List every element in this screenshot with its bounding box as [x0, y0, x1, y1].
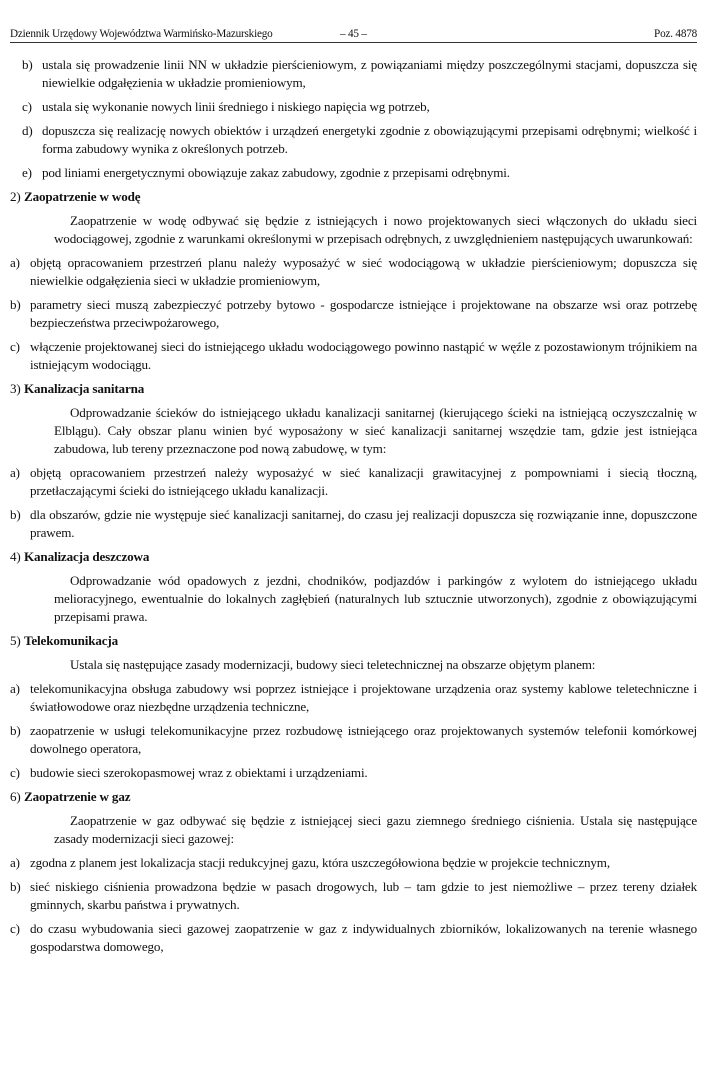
list-item — [10, 254, 697, 290]
list-item — [10, 98, 697, 116]
paragraph: Odprowadzanie ścieków do istniejącego układu kanalizacji sanitarnej (kierującego ścieki na istniejącą oczyszczalnię w Elblągu). Cały obszar planu winien być wyposażony w sieć kanalizacji sanitarnej wszędzie tam, gdzie jest istniejąca zabudowa, lub tereny przeznaczone pod nową zabudowę, w tym: — [54, 405, 697, 456]
list-item-marker: b) — [22, 57, 33, 72]
section-title: Kanalizacja deszczowa — [24, 549, 150, 564]
list-item-marker: a) — [10, 255, 20, 270]
section-number: 5) — [10, 633, 21, 648]
list-item-text: telekomunikacyjna obsługa zabudowy wsi poprzez istniejące i projektowane urządzenia oraz systemy kablowe teletechniczne i światłowodowe oraz niezbędne urządzenia techniczne, — [30, 681, 697, 714]
paragraph: Odprowadzanie wód opadowych z jezdni, chodników, podjazdów i parkingów z wylotem do istniejącego układu melioracyjnego, ewentualnie do lokalnych zagłębień (naturalnych lub sztucznie utworzonych), zgodnie z obowiązującymi przepisami prawa. — [54, 573, 697, 624]
list-item-text: dopuszcza się realizację nowych obiektów i urządzeń energetyki zgodnie z obowiązującymi przepisami odrębnymi; wielkość i forma zabudowy wynika z określonych potrzeb. — [42, 123, 697, 156]
list-item-text: zgodna z planem jest lokalizacja stacji redukcyjnej gazu, która uszczegółowiona będzie w projekcie technicznym, — [30, 855, 610, 870]
list-item — [10, 338, 697, 374]
list-item-marker: b) — [10, 879, 21, 894]
list-item-marker: d) — [22, 123, 33, 138]
list-item-marker: b) — [10, 297, 21, 312]
list-item — [10, 680, 697, 716]
section-title: Zaopatrzenie w gaz — [24, 789, 131, 804]
list-item — [10, 854, 697, 872]
list-item — [10, 296, 697, 332]
list-item — [10, 722, 697, 758]
list-item-text: parametry sieci muszą zabezpieczyć potrzeby bytowo - gospodarcze istniejące i projektowane na obszarze wsi oraz potrzebę bezpieczeństwa przeciwpożarowego, — [30, 297, 697, 330]
journal-title: Dziennik Urzędowy Województwa Warmińsko-Mazurskiego — [10, 28, 273, 40]
list-item-text: sieć niskiego ciśnienia prowadzona będzie w pasach drogowych, lub – tam gdzie to jest niemożliwe – przez tereny działek gminnych, skarbu państwa i prywatnych. — [30, 879, 697, 912]
list-item-text: ustala się prowadzenie linii NN w układzie pierścieniowym, z powiązaniami między poszczególnymi stacjami, dopuszcza się niewielkie odgałęzienia w układzie promieniowym, — [42, 57, 697, 90]
list-item-marker: c) — [10, 339, 20, 354]
list-item — [10, 164, 697, 182]
list-item-text: pod liniami energetycznymi obowiązuje zakaz zabudowy, zgodnie z przepisami odrębnymi. — [42, 165, 510, 180]
list-item-text: budowie sieci szerokopasmowej wraz z obiektami i urządzeniami. — [30, 765, 368, 780]
list-item-marker: b) — [10, 723, 21, 738]
section-number: 4) — [10, 549, 21, 564]
position-number: Poz. 4878 — [654, 28, 697, 40]
list-item-marker: b) — [10, 507, 21, 522]
section-heading — [10, 380, 697, 398]
list-item-text: zaopatrzenie w usługi telekomunikacyjne przez rozbudowę istniejącego oraz projektowanych systemów telefonii komórkowej dowolnego operatora, — [30, 723, 697, 756]
section-title: Kanalizacja sanitarna — [24, 381, 145, 396]
section-number: 6) — [10, 789, 21, 804]
list-item — [10, 920, 697, 956]
list-item — [10, 878, 697, 914]
paragraph: Zaopatrzenie w gaz odbywać się będzie z istniejącej sieci gazu ziemnego średniego ciśnienia. Ustala się następujące zasady modernizacji sieci gazowej: — [54, 813, 697, 846]
list-item — [10, 122, 697, 158]
section-heading — [10, 188, 697, 206]
list-item-text: włączenie projektowanej sieci do istniejącego układu wodociągowego powinno nastąpić w węźle z pozostawionym trójnikiem na istniejącym wodociągu. — [30, 339, 697, 372]
list-item-text: do czasu wybudowania sieci gazowej zaopatrzenie w gaz z indywidualnych zbiorników, lokalizowanych na terenie własnego gospodarstwa domowego, — [30, 921, 697, 954]
page-number: – 45 – — [340, 28, 367, 40]
section-heading — [10, 788, 697, 806]
list-item-text: ustala się wykonanie nowych linii średniego i niskiego napięcia wg potrzeb, — [42, 99, 430, 114]
page-header — [10, 0, 697, 38]
list-item — [10, 506, 697, 542]
list-item-marker: c) — [10, 921, 20, 936]
document-body — [10, 56, 697, 962]
section-number: 3) — [10, 381, 21, 396]
list-item-marker: a) — [10, 465, 20, 480]
paragraph: Zaopatrzenie w wodę odbywać się będzie z istniejących i nowo projektowanych sieci włączonych do układu sieci wodociągowej, zgodnie z warunkami określonymi w przepisach odrębnych, z uwzględnieniem następujących uwarunkowań: — [54, 213, 697, 246]
list-item-text: objętą opracowaniem przestrzeń należy wyposażyć w sieć kanalizacji grawitacyjnej z pompowniami i siecią tłoczną, przetłaczającymi ścieki do istniejącego układu kanalizacji. — [30, 465, 697, 498]
section-number: 2) — [10, 189, 21, 204]
section-title: Zaopatrzenie w wodę — [24, 189, 141, 204]
list-item-text: dla obszarów, gdzie nie występuje sieć kanalizacji sanitarnej, do czasu jej realizacji dopuszcza się rozwiązanie inne, dopuszczone prawem. — [30, 507, 697, 540]
list-item — [10, 764, 697, 782]
list-item — [10, 464, 697, 500]
list-item-marker: a) — [10, 855, 20, 870]
list-item-marker: a) — [10, 681, 20, 696]
header-divider — [10, 42, 697, 43]
section-heading — [10, 632, 697, 650]
list-item-marker: e) — [22, 165, 32, 180]
list-item-marker: c) — [10, 765, 20, 780]
list-item-marker: c) — [22, 99, 32, 114]
list-item — [10, 56, 697, 92]
paragraph: Ustala się następujące zasady modernizacji, budowy sieci teletechnicznej na obszarze objętym planem: — [70, 657, 596, 672]
section-heading — [10, 548, 697, 566]
section-title: Telekomunikacja — [24, 633, 119, 648]
list-item-text: objętą opracowaniem przestrzeń planu należy wyposażyć w sieć wodociągową w układzie pierścieniowym; dopuszcza się niewielkie odgałęzienia sieci w układzie promieniowym, — [30, 255, 697, 288]
